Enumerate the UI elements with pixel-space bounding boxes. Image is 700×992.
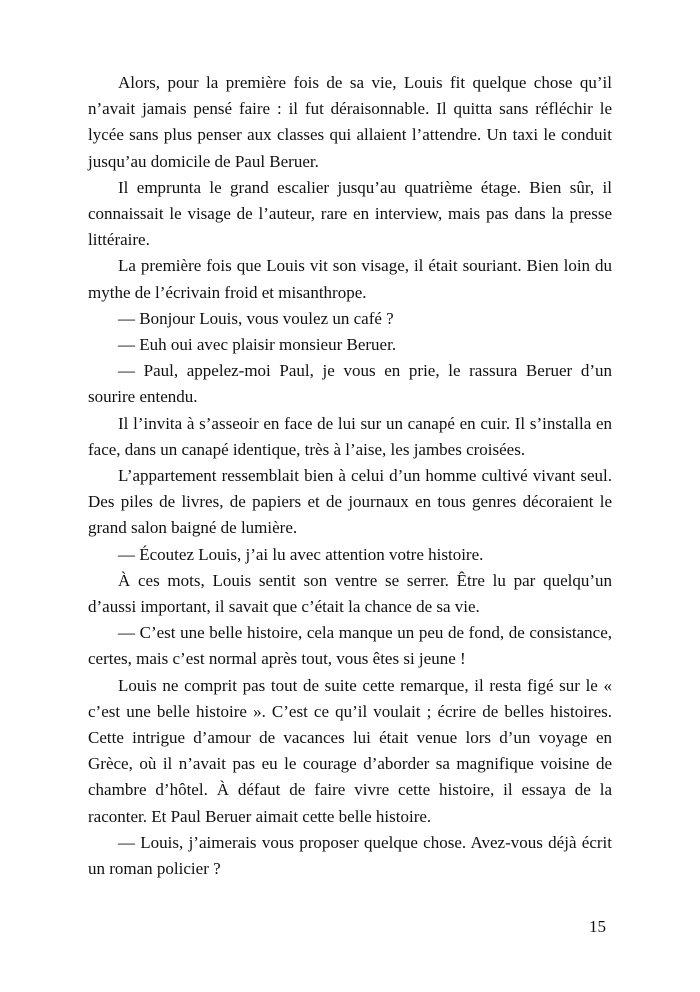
- page-body: [88, 70, 612, 882]
- paragraph: À ces mots, Louis sentit son ventre se serrer. Être lu par quelqu’un d’aussi important, il savait que c’était la chance de sa vie.: [88, 570, 612, 617]
- dialogue-line: — Bonjour Louis, vous voulez un café ?: [118, 308, 394, 328]
- paragraph: Louis ne comprit pas tout de suite cette remarque, il resta figé sur le « c’est une belle histoire ». C’est ce qu’il voulait ; écrire de belles histoires. Cette intrigue d’amour de vacances lui était venue lors d’un voyage en Grèce, où il n’avait pas eu le courage d’aborder sa magnifique voisine de chambre d’hôtel. À défaut de faire vivre cette histoire, il essaya de la raconter. Et Paul Beruer aimait cette belle histoire.: [88, 675, 612, 826]
- page-number: 15: [589, 917, 606, 936]
- dialogue-line: — C’est une belle histoire, cela manque un peu de fond, de consistance, certes, mais c’est normal après tout, vous êtes si jeune !: [88, 623, 612, 669]
- dialogue-line: — Paul, appelez-moi Paul, je vous en prie, le rassura Beruer d’un sourire entendu.: [88, 361, 612, 407]
- paragraph: Il l’invita à s’asseoir en face de lui sur un canapé en cuir. Il s’installa en face, dans un canapé identique, très à l’aise, les jambes croisées.: [88, 413, 612, 459]
- dialogue-line: — Euh oui avec plaisir monsieur Beruer.: [118, 335, 397, 355]
- paragraph: L’appartement ressemblait bien à celui d’un homme cultivé vivant seul. Des piles de livres, de papiers et de journaux en tous genres décoraient le grand salon baigné de lumière.: [88, 466, 612, 538]
- dialogue-line: — Louis, j’aimerais vous proposer quelque chose. Avez-vous déjà écrit un roman policier ?: [88, 832, 612, 879]
- paragraph: La première fois que Louis vit son visage, il était souriant. Bien loin du mythe de l’écrivain froid et misanthrope.: [88, 256, 612, 302]
- dialogue-line: — Écoutez Louis, j’ai lu avec attention votre histoire.: [118, 544, 484, 564]
- paragraph: Il emprunta le grand escalier jusqu’au quatrième étage. Bien sûr, il connaissait le visage de l’auteur, rare en interview, mais pas dans la presse littéraire.: [88, 177, 612, 250]
- paragraph: Alors, pour la première fois de sa vie, Louis fit quelque chose qu’il n’avait jamais pensé faire : il fut déraisonnable. Il quitta sans réfléchir le lycée sans plus penser aux classes qui allaient l’attendre. Un taxi le conduit jusqu’au domicile de Paul Beruer.: [88, 73, 612, 171]
